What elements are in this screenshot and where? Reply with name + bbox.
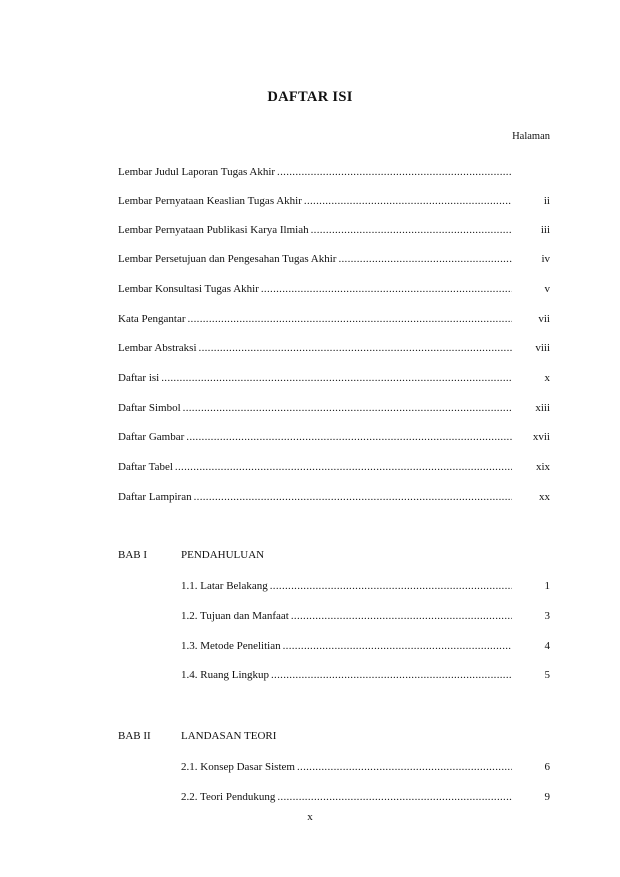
toc-entry-page: v: [544, 283, 550, 295]
toc-entry: [118, 164, 550, 180]
page-column-label: Halaman: [512, 131, 550, 142]
leader-dots: [277, 789, 512, 805]
toc-entry-page: viii: [535, 342, 550, 354]
toc-section-label: 2.2. Teori Pendukung: [181, 791, 276, 803]
leader-dots: [338, 251, 512, 267]
toc-entry: [118, 400, 550, 416]
toc-entry-label: Daftar Gambar: [118, 431, 185, 443]
toc-section-label: 2.1. Konsep Dasar Sistem: [181, 761, 295, 773]
leader-dots: [271, 667, 512, 683]
toc-entry-label: Daftar Simbol: [118, 402, 181, 414]
footer-page-number: x: [307, 811, 313, 823]
leader-dots: [194, 489, 512, 505]
toc-entry-label: Lembar Konsultasi Tugas Akhir: [118, 283, 259, 295]
toc-section-page: 1: [544, 580, 550, 592]
toc-entry: [118, 370, 550, 386]
toc-entry-page: xvii: [532, 431, 550, 443]
toc-entry: [118, 489, 550, 505]
toc-entry-label: Lembar Abstraksi: [118, 342, 197, 354]
toc-entry-page: xiii: [535, 402, 550, 414]
toc-entry-label: Daftar Tabel: [118, 461, 173, 473]
toc-entry: [118, 459, 550, 475]
toc-section-label: 1.3. Metode Penelitian: [181, 640, 281, 652]
toc-entry-label: Lembar Pernyataan Keaslian Tugas Akhir: [118, 195, 302, 207]
toc-entry-page: iv: [541, 253, 550, 265]
leader-dots: [291, 608, 512, 624]
chapter-number: BAB I: [118, 549, 148, 561]
chapter-number: BAB II: [118, 730, 151, 742]
toc-entry-page: vii: [538, 313, 550, 325]
toc-section-label: 1.4. Ruang Lingkup: [181, 669, 269, 681]
leader-dots: [261, 281, 512, 297]
toc-entry: [118, 193, 550, 209]
toc-entry: [118, 222, 550, 238]
chapter-title: LANDASAN TEORI: [181, 730, 277, 742]
toc-section: [181, 578, 550, 594]
toc-section-page: 9: [544, 791, 550, 803]
leader-dots: [270, 578, 512, 594]
toc-section: [181, 667, 550, 683]
toc-section-page: 6: [544, 761, 550, 773]
toc-section-page: 4: [544, 640, 550, 652]
toc-entry-label: Lembar Persetujuan dan Pengesahan Tugas Akhir: [118, 253, 337, 265]
toc-section: [181, 608, 550, 624]
toc-entry-page: iii: [540, 224, 550, 236]
toc-entry: [118, 281, 550, 297]
toc-entry-label: Daftar Lampiran: [118, 491, 192, 503]
toc-section: [181, 759, 550, 775]
leader-dots: [161, 370, 512, 386]
chapter-heading: [118, 728, 276, 744]
toc-section-page: 3: [544, 610, 550, 622]
leader-dots: [188, 311, 513, 327]
leader-dots: [175, 459, 512, 475]
toc-entry-page: ii: [543, 195, 550, 207]
toc-entry: [118, 251, 550, 267]
toc-entry-page: x: [544, 372, 550, 384]
toc-entry-page: xix: [535, 461, 550, 473]
toc-section: [181, 789, 550, 805]
toc-entry-label: Daftar isi: [118, 372, 160, 384]
leader-dots: [183, 400, 512, 416]
toc-entry-label: Kata Pengantar: [118, 313, 186, 325]
toc-entry-label: Lembar Judul Laporan Tugas Akhir: [118, 166, 276, 178]
chapter-heading: [118, 547, 264, 563]
leader-dots: [186, 429, 512, 445]
toc-section-label: 1.2. Tujuan dan Manfaat: [181, 610, 289, 622]
toc-entry: [118, 340, 550, 356]
toc-entry-page: xx: [539, 491, 550, 503]
toc-section-page: 5: [544, 669, 550, 681]
leader-dots: [304, 193, 512, 209]
page-title: DAFTAR ISI: [267, 89, 353, 105]
toc-entry: [118, 311, 550, 327]
toc-section: [181, 638, 550, 654]
toc-entry: [118, 429, 550, 445]
toc-entry-label: Lembar Pernyataan Publikasi Karya Ilmiah: [118, 224, 309, 236]
leader-dots: [297, 759, 512, 775]
leader-dots: [277, 164, 512, 180]
leader-dots: [199, 340, 512, 356]
leader-dots: [311, 222, 512, 238]
leader-dots: [283, 638, 512, 654]
chapter-title: PENDAHULUAN: [181, 549, 265, 561]
toc-section-label: 1.1. Latar Belakang: [181, 580, 268, 592]
